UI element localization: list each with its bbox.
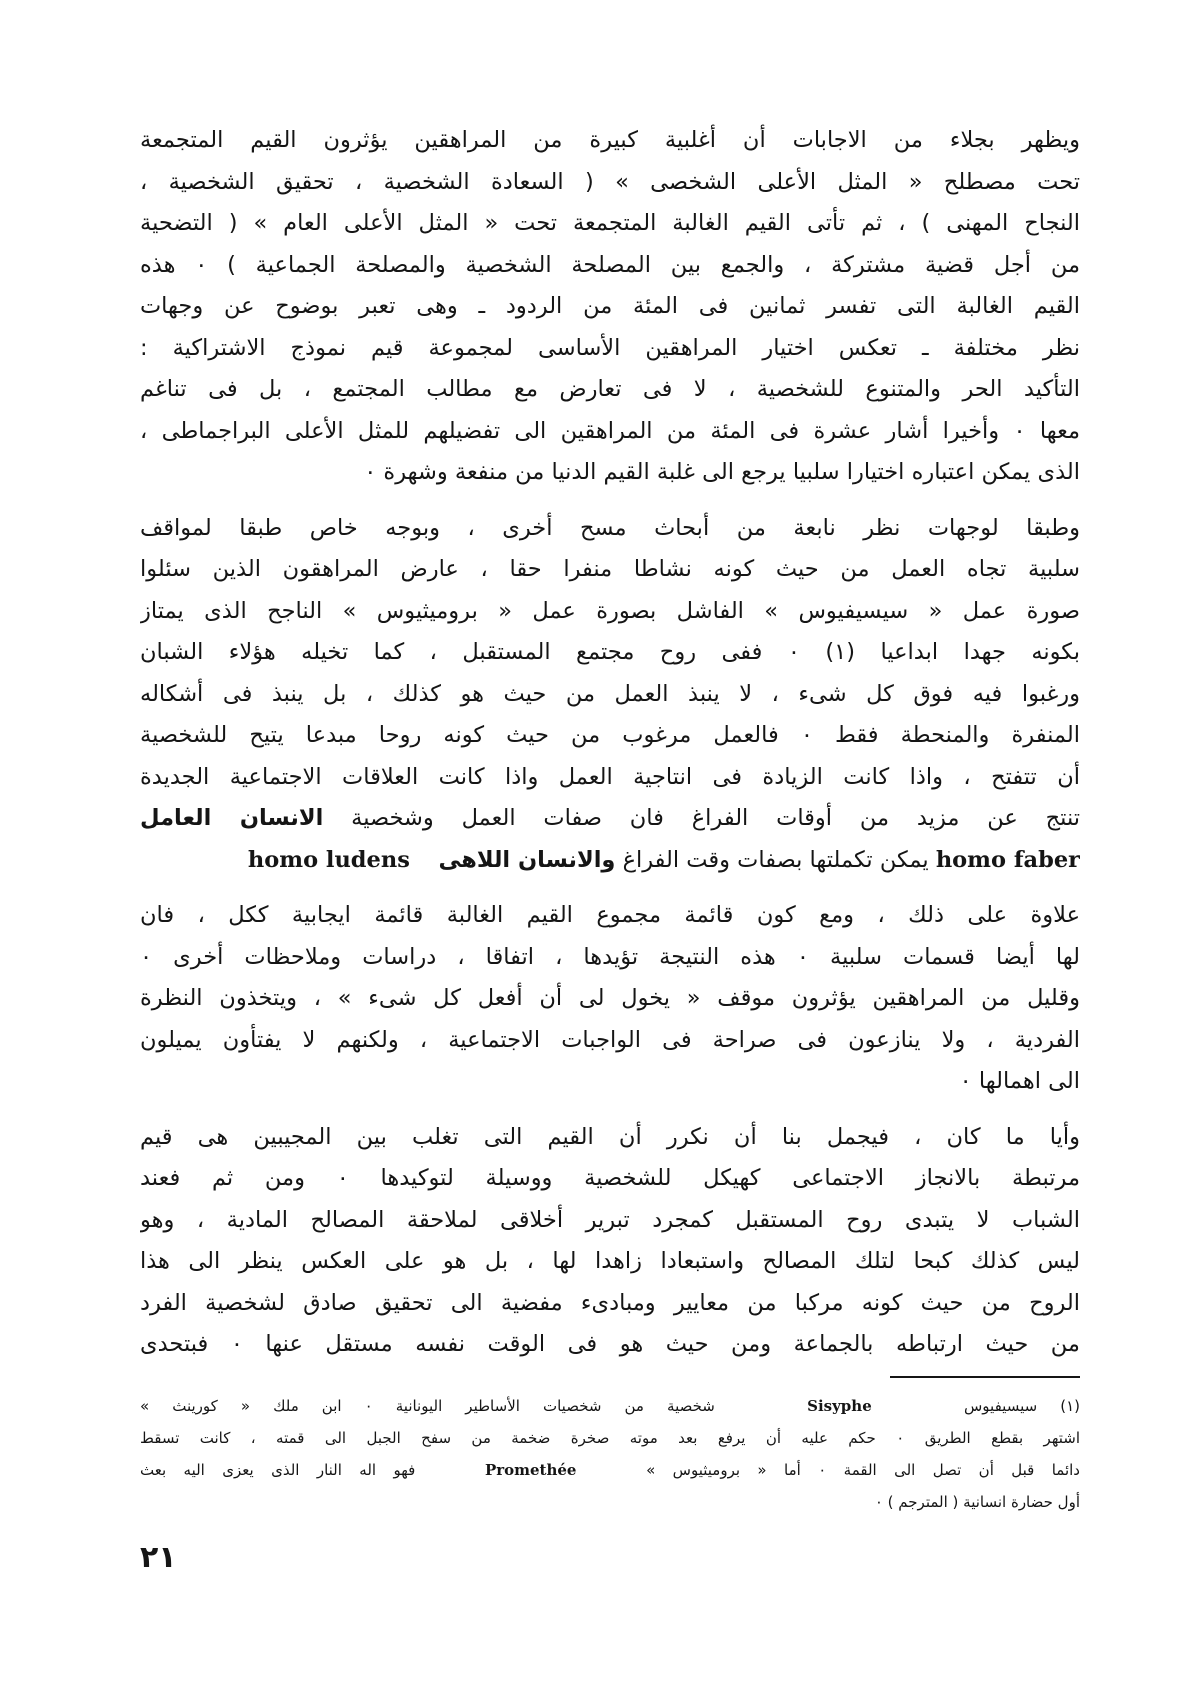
footnote-marker: (١) سيسيفيوس xyxy=(964,1397,1080,1415)
text-line: صورة عمل « سيسيفيوس » الفاشل بصورة عمل « بروميثيوس » الناجح الذى يمتاز xyxy=(140,597,1080,624)
text-line-mixed xyxy=(140,840,1080,882)
text-line: علاوة على ذلك ، ومع كون قائمة مجموع القيم الغالبة قائمة ايجابية ككل ، فان xyxy=(140,902,1080,928)
text-segment: يمكن تكملتها بصفات وقت الفراغ xyxy=(622,846,929,873)
text-line: وطبقا لوجهات نظر نابعة من أبحاث مسح أخرى ، وبوجه خاص طبقا لمواقف xyxy=(140,514,1080,541)
footnotes xyxy=(140,1390,1080,1518)
text-line: مرتبطة بالانجاز الاجتماعى كهيكل للشخصية ووسيلة لتوكيدها ٠ ومن ثم فعند xyxy=(140,1165,1080,1191)
bold-term: والانسان اللاهى xyxy=(438,846,616,873)
text-line: ورغبوا فيه فوق كل شىء ، لا ينبذ العمل من حيث هو كذلك ، بل ينبذ فى أشكاله xyxy=(140,680,1080,707)
text-line: أن تتفتح ، واذا كانت الزيادة فى انتاجية العمل واذا كانت العلاقات الاجتماعية الجديدة xyxy=(140,763,1080,790)
text-line: ويظهر بجلاء من الاجابات أن أغلبية كبيرة من المراهقين يؤثرون القيم المتجمعة xyxy=(140,127,1080,153)
text-line: بكونه جهدا ابداعيا (١) ٠ ففى روح مجتمع المستقبل ، كما تخيله هؤلاء الشبان xyxy=(140,639,1080,665)
text-line: التأكيد الحر والمتنوع للشخصية ، لا فى تعارض مع مطالب المجتمع ، بل فى تناغم xyxy=(140,376,1080,402)
latin-term: Sisyphe xyxy=(807,1397,872,1415)
page-number: ٢١ xyxy=(140,1540,177,1575)
text-segment: شخصية من شخصيات الأساطير اليونانية ٠ ابن ملك « كورينث » xyxy=(140,1397,715,1415)
bold-term: الانسان العامل xyxy=(140,805,324,831)
text-line: الروح من حيث كونه مركبا من معايير ومبادىء مفضية الى تحقيق صادق لشخصية الفرد xyxy=(140,1289,1080,1316)
text-line: معها ٠ وأخيرا أشار عشرة فى المئة من المراهقين الى تفضيلهم للمثل الأعلى البراجماطى ، xyxy=(140,417,1080,444)
text-line: لها أيضا قسمات سلبية ٠ هذه النتيجة تؤيدها ، اتفاقا ، دراسات وملاحظات أخرى ٠ xyxy=(140,943,1080,970)
text-line: المنفرة والمنحطة فقط ٠ فالعمل مرغوب من حيث كونه روحا مبدعا يتيح للشخصية xyxy=(140,722,1080,748)
latin-term: homo faber xyxy=(935,846,1080,873)
text-segment: تنتج عن مزيد من أوقات الفراغ فان صفات العمل وشخصية xyxy=(351,805,1080,831)
text-line: القيم الغالبة التى تفسر ثمانين فى المئة من الردود ـ وهى تعبر بوضوح عن وجهات xyxy=(140,293,1080,319)
text-line: النجاح المهنى ) ، ثم تأتى القيم الغالبة المتجمعة تحت « المثل الأعلى العام » ( التضحية xyxy=(140,210,1080,236)
paragraph-4 xyxy=(140,1117,1080,1366)
latin-term: homo ludens xyxy=(247,846,410,873)
latin-term: Promethée xyxy=(484,1461,577,1479)
text-line: الذى يمكن اعتباره اختيارا سلبيا يرجع الى غلبة القيم الدنيا من منفعة وشهرة ٠ xyxy=(364,459,1080,485)
footnote-separator xyxy=(890,1376,1080,1378)
footnote-line: أول حضارة انسانية ( المترجم ) ٠ xyxy=(874,1493,1080,1511)
footnote-line xyxy=(140,1454,1080,1486)
text-line: الى اهمالها ٠ xyxy=(959,1068,1080,1094)
paragraph-3 xyxy=(140,895,1080,1103)
text-line: وأيا ما كان ، فيجمل بنا أن نكرر أن القيم التى تغلب بين المجيبين هى قيم xyxy=(140,1123,1080,1150)
footnote-line xyxy=(140,1390,1080,1422)
paragraph-1 xyxy=(140,120,1080,494)
text-line: ليس كذلك كبحا لتلك المصالح واستبعادا زاهدا لها ، بل هو على العكس ينظر الى هذا xyxy=(140,1248,1080,1274)
text-line: من حيث ارتباطه بالجماعة ومن حيث هو فى الوقت نفسه مستقل عنها ٠ فبتحدى xyxy=(140,1331,1080,1357)
text-segment: دائما قبل أن تصل الى القمة ٠ أما « بروميثيوس » xyxy=(646,1461,1080,1479)
text-line-mixed xyxy=(140,798,1080,840)
text-line: سلبية تجاه العمل من حيث كونه نشاطا منفرا حقا ، عارض المراهقون الذين سئلوا xyxy=(140,556,1080,582)
text-line: وقليل من المراهقين يؤثرون موقف « يخول لى أن أفعل كل شىء » ، ويتخذون النظرة xyxy=(140,985,1080,1011)
text-line: الفردية ، ولا ينازعون فى صراحة فى الواجبات الاجتماعية ، ولكنهم لا يفتأون يميلون xyxy=(140,1026,1080,1053)
text-line: نظر مختلفة ـ تعكس اختيار المراهقين الأساسى لمجموعة قيم نموذج الاشتراكية : xyxy=(140,334,1080,361)
paragraph-2 xyxy=(140,508,1080,882)
text-line: من أجل قضية مشتركة ، والجمع بين المصلحة الشخصية والمصلحة الجماعية ) ٠ هذه xyxy=(140,251,1080,278)
text-line: تحت مصطلح « المثل الأعلى الشخصى » ( السعادة الشخصية ، تحقيق الشخصية ، xyxy=(140,168,1080,195)
text-segment: فهو اله النار الذى يعزى اليه بعث xyxy=(140,1461,416,1479)
footnote-line: اشتهر بقطع الطريق ٠ حكم عليه أن يرفع بعد موته صخرة ضخمة من سفح الجبل الى قمته ، كانت تسقط xyxy=(140,1429,1080,1447)
book-page xyxy=(140,120,1080,1662)
text-line: الشباب لا يتبدى روح المستقبل كمجرد تبرير أخلاقى لملاحقة المصالح المادية ، وهو xyxy=(140,1206,1080,1233)
